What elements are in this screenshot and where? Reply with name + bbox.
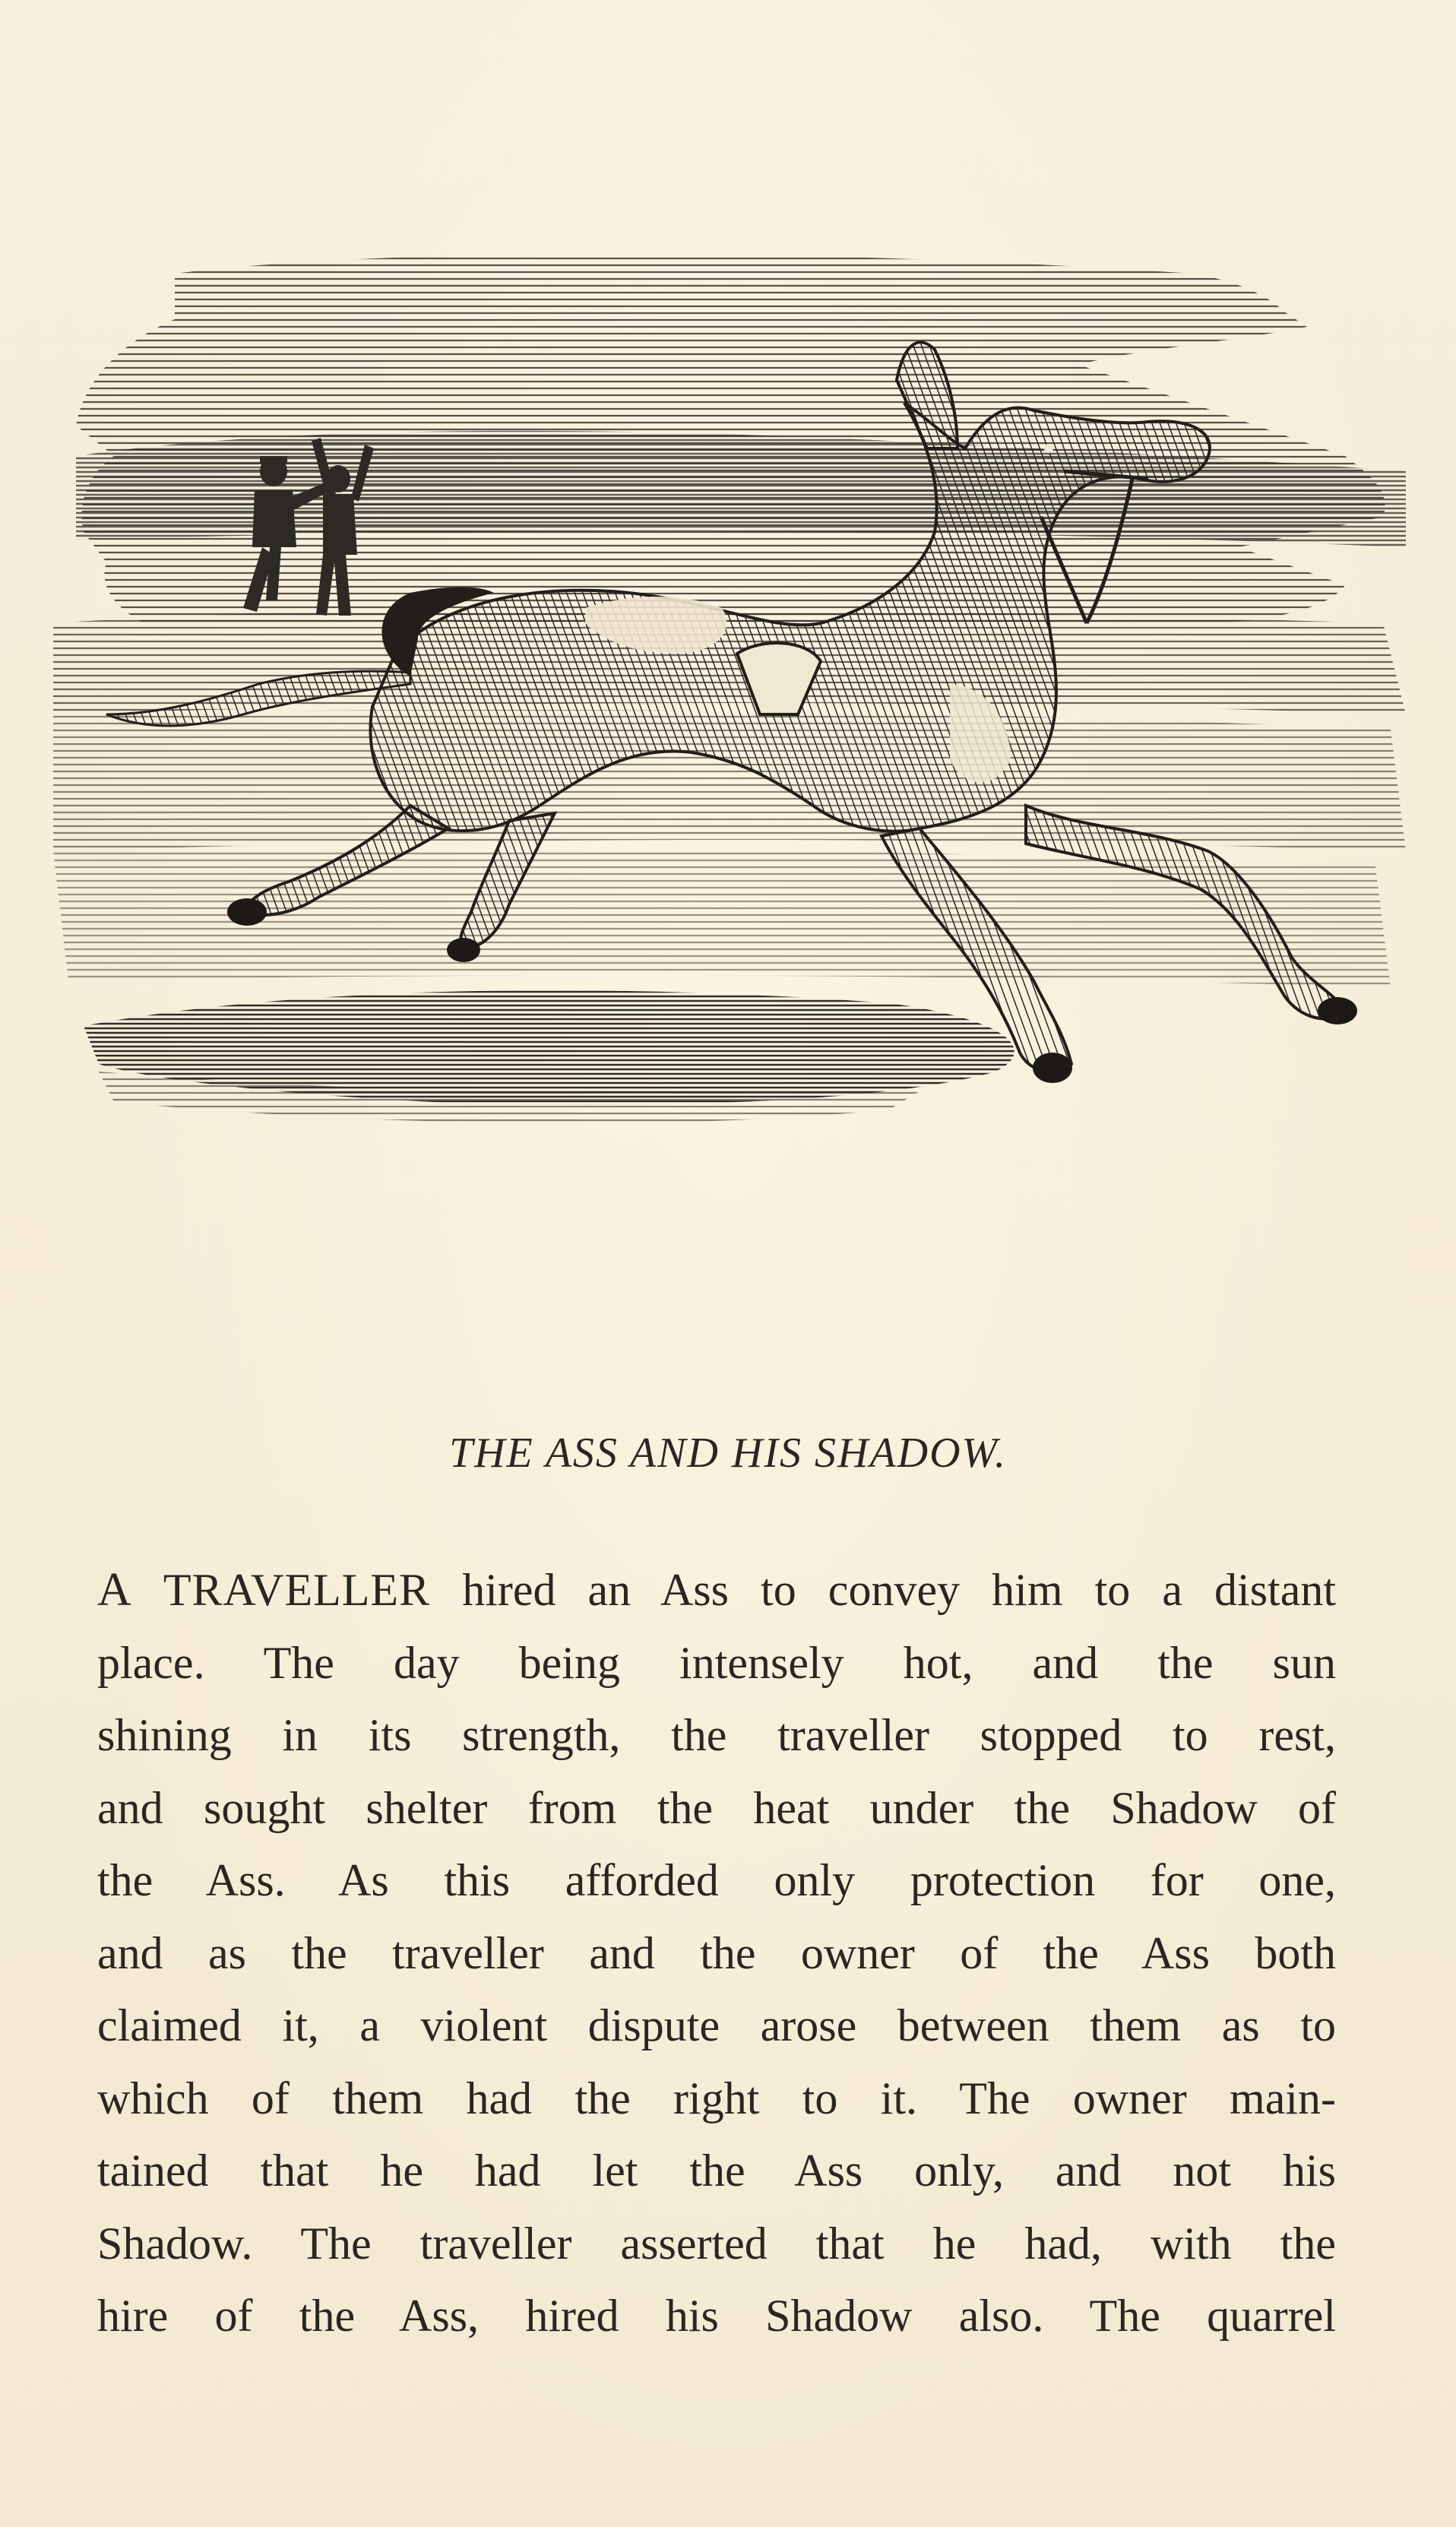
first-line-rest: hired an Ass to convey him to a distant bbox=[462, 1565, 1337, 1615]
fable-illustration bbox=[53, 228, 1406, 1292]
text-line: tained that he had let the Ass only, and not his bbox=[97, 2145, 1336, 2196]
text-line: place. The day being intensely hot, and the sun bbox=[97, 1637, 1336, 1688]
text-line: and as the traveller and the owner of the Ass both bbox=[97, 1927, 1336, 1978]
text-line: Shadow. The traveller asserted that he had, with the bbox=[97, 2218, 1336, 2269]
text-line: hire of the Ass, hired his Shadow also. The quarrel bbox=[97, 2291, 1336, 2341]
lead-letter: A bbox=[97, 1564, 131, 1616]
fable-text bbox=[97, 1554, 1336, 2353]
fable-title: THE ASS AND HIS SHADOW. bbox=[448, 1430, 1008, 1477]
text-line: and sought shelter from the heat under the Shadow of bbox=[97, 1782, 1336, 1833]
text-line: the Ass. As this afforded only protection for one, bbox=[97, 1855, 1336, 1905]
text-line: which of them had the right to it. The owner main- bbox=[97, 2073, 1336, 2123]
lead-word: TRAVELLER bbox=[163, 1565, 431, 1615]
text-line: shining in its strength, the traveller stopped to rest, bbox=[97, 1710, 1336, 1760]
text-line: claimed it, a violent dispute arose between them as to bbox=[97, 2000, 1336, 2050]
text-line bbox=[97, 1554, 1336, 1627]
